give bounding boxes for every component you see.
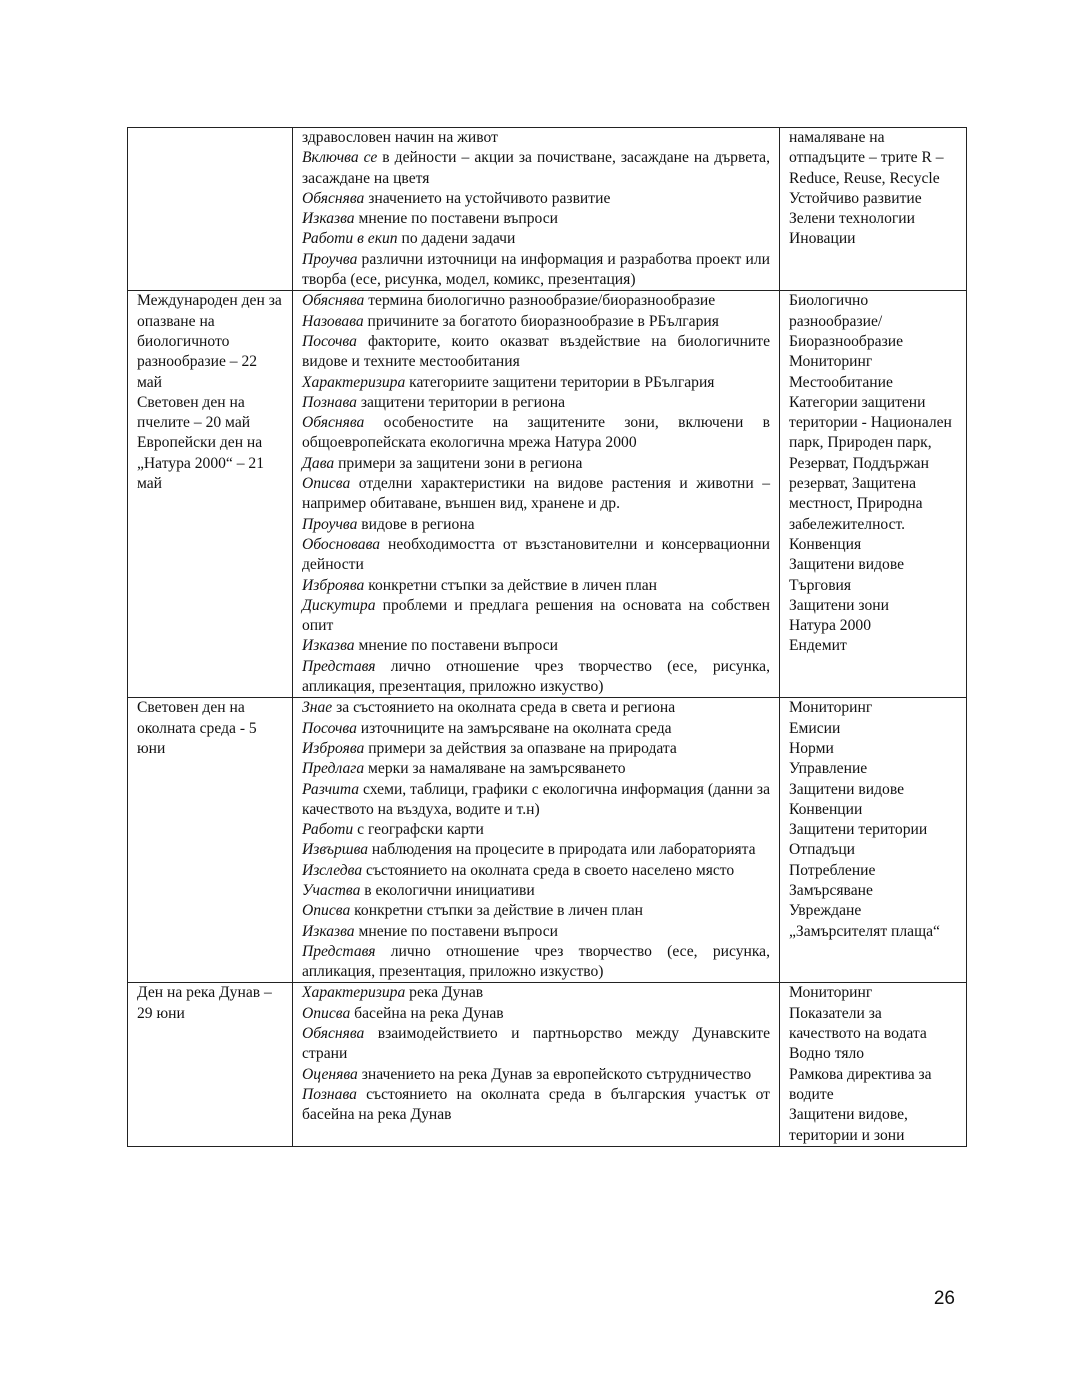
outcome-verb: Познава bbox=[302, 1085, 357, 1103]
concept-line: „Замърсителят плаща“ bbox=[789, 922, 940, 940]
outcome-text: защитени територии в региона bbox=[356, 393, 566, 411]
outcome-verb: Дискутира bbox=[302, 596, 376, 614]
outcome-line bbox=[302, 474, 770, 515]
concept-line: Иновации bbox=[789, 230, 856, 248]
outcome-verb: Характеризира bbox=[302, 984, 406, 1002]
outcome-text: по дадени задачи bbox=[397, 230, 516, 248]
outcome-text: състоянието на околната среда в българския участък от басейна на река Дунав bbox=[302, 1085, 770, 1124]
outcome-text: взаимодействието и партньорство между Дунавските страни bbox=[302, 1025, 770, 1063]
outcome-line bbox=[302, 780, 770, 821]
outcome-text: конкретни стъпки за действие в личен план bbox=[350, 902, 643, 920]
outcome-verb: Изказва bbox=[302, 922, 355, 940]
outcome-text: в екологични инициативи bbox=[360, 881, 535, 899]
outcome-verb: Проучва bbox=[302, 515, 358, 533]
concept-line: Защитени зони bbox=[789, 596, 889, 614]
outcome-line bbox=[302, 922, 770, 942]
outcome-verb: Посочва bbox=[302, 719, 357, 737]
outcome-verb: Обосновава bbox=[302, 535, 381, 553]
outcome-line bbox=[302, 148, 770, 189]
outcome-line bbox=[302, 576, 770, 596]
outcome-line bbox=[302, 698, 770, 718]
topic-line: Световен ден на пчелите – 20 май bbox=[137, 393, 251, 432]
table-row bbox=[128, 128, 967, 291]
outcome-line bbox=[302, 861, 770, 881]
outcome-verb: Познава bbox=[302, 393, 357, 411]
concept-line: Отпадъци bbox=[789, 841, 856, 859]
outcome-line bbox=[302, 454, 770, 474]
concept-line: Категории защитени територии - Национален парк, Природен парк, Резерват, Поддържан резерват, Защитена местност, Природна забележителност. bbox=[789, 393, 952, 533]
outcome-verb: Изброява bbox=[302, 576, 365, 594]
table-body bbox=[128, 128, 967, 1147]
outcome-text: наблюдения на процесите в природата или лабораторията bbox=[368, 841, 756, 859]
concept-line: Рамкова директива за водите bbox=[789, 1065, 932, 1103]
concept-line: намаляване на отпадъците – трите R – Reduce, Reuse, Recycle bbox=[789, 129, 944, 187]
outcome-line bbox=[302, 636, 770, 656]
concept-line: Показатели за качеството на водата bbox=[789, 1004, 927, 1043]
concept-line: Мониторинг bbox=[789, 984, 873, 1002]
outcomes-cell bbox=[293, 983, 780, 1146]
outcome-verb: Изказва bbox=[302, 637, 355, 655]
outcome-text: особеностите на защитените зони, включени в общоевропейската екологична мрежа Натура 2000 bbox=[302, 414, 770, 452]
outcome-line bbox=[302, 515, 770, 535]
outcome-line bbox=[302, 901, 770, 921]
outcome-line bbox=[302, 535, 770, 576]
outcome-text: река Дунав bbox=[405, 984, 484, 1002]
outcome-text: източниците на замърсяване на околната среда bbox=[356, 719, 672, 737]
outcome-line bbox=[302, 820, 770, 840]
concept-line: Увреждане bbox=[789, 902, 862, 920]
outcome-text: конкретни стъпки за действие в личен план bbox=[364, 576, 658, 594]
outcome-text: факторите, които оказват въздействие на биологичните видове и техните местообитания bbox=[302, 332, 770, 371]
outcome-text: за състоянието на околната среда в света и региона bbox=[332, 699, 676, 717]
outcome-line bbox=[302, 413, 770, 454]
outcome-verb: Обяснява bbox=[302, 1025, 365, 1043]
concept-line: Защитени видове, територии и зони bbox=[789, 1106, 908, 1144]
outcome-text: схеми, таблици, графики с екологична информация (данни за качеството на въздуха, водите и т.н) bbox=[302, 780, 770, 818]
table-row bbox=[128, 983, 967, 1146]
outcome-text: примери за действия за опазване на природата bbox=[364, 739, 677, 757]
outcome-text: значението на устойчивото развитие bbox=[364, 189, 611, 207]
outcome-text: с географски карти bbox=[353, 821, 484, 839]
outcome-text: мнение по поставени въпроси bbox=[354, 637, 558, 655]
outcome-line bbox=[302, 657, 770, 698]
outcome-verb: Назовава bbox=[302, 312, 364, 330]
concept-line: Зелени технологии bbox=[789, 210, 915, 228]
concept-line: Търговия bbox=[789, 576, 852, 594]
concept-line: Управление bbox=[789, 760, 868, 778]
topic-line: Европейски ден на „Натура 2000“ – 21 май bbox=[137, 434, 265, 493]
outcome-verb: Извършва bbox=[302, 841, 369, 859]
page-number: 26 bbox=[933, 1288, 955, 1309]
outcome-verb: Обяснява bbox=[302, 292, 365, 310]
outcome-verb: Описва bbox=[302, 475, 351, 493]
outcome-line bbox=[302, 128, 770, 148]
outcome-line bbox=[302, 373, 770, 393]
outcome-verb: Разчита bbox=[302, 780, 360, 798]
outcome-verb: Описва bbox=[302, 902, 351, 920]
outcome-verb: Описва bbox=[302, 1004, 351, 1022]
outcome-verb: Обяснява bbox=[302, 414, 365, 432]
concept-line: Водно тяло bbox=[789, 1045, 865, 1063]
topic-cell bbox=[128, 698, 293, 983]
outcome-verb: Дава bbox=[302, 454, 335, 472]
outcome-verb: Изброява bbox=[302, 739, 365, 757]
concept-line: Защитени видове bbox=[789, 780, 905, 798]
concept-line: Местообитание bbox=[789, 373, 893, 391]
concept-line: Устойчиво развитие bbox=[789, 189, 922, 207]
outcome-line bbox=[302, 209, 770, 229]
concept-line: Мониторинг bbox=[789, 699, 873, 717]
outcome-verb: Проучва bbox=[302, 250, 358, 268]
curriculum-table bbox=[127, 127, 967, 1147]
concept-line: Мониторинг bbox=[789, 353, 873, 371]
topic-cell bbox=[128, 128, 293, 291]
concept-line: Замърсяване bbox=[789, 881, 873, 899]
outcome-verb: Обяснява bbox=[302, 189, 365, 207]
outcome-line bbox=[302, 189, 770, 209]
outcome-line bbox=[302, 983, 770, 1003]
table-row bbox=[128, 291, 967, 698]
outcome-verb: Знае bbox=[302, 699, 333, 717]
outcome-text: лично отношение чрез творчество (есе, рисунка, апликация, презентация, приложно изкуство) bbox=[302, 942, 770, 981]
concept-line: Ендемит bbox=[789, 637, 847, 655]
outcome-verb: Предлага bbox=[302, 760, 365, 778]
outcomes-cell bbox=[293, 128, 780, 291]
outcome-text: необходимостта от възстановителни и консервационни дейности bbox=[302, 535, 770, 574]
concept-line: Защитени видове bbox=[789, 556, 905, 574]
outcome-line bbox=[302, 1085, 770, 1126]
outcome-line bbox=[302, 739, 770, 759]
outcome-line bbox=[302, 719, 770, 739]
outcome-verb: Работи в екип bbox=[302, 230, 398, 248]
concept-line: Натура 2000 bbox=[789, 617, 871, 635]
outcome-verb: Посочва bbox=[302, 332, 357, 350]
concept-line: Потребление bbox=[789, 861, 876, 879]
outcome-line bbox=[302, 229, 770, 249]
concept-line: Защитени територии bbox=[789, 821, 928, 839]
concept-line: Норми bbox=[789, 739, 834, 757]
outcome-text: състоянието на околната среда в своето населено място bbox=[362, 861, 735, 879]
topic-cell bbox=[128, 983, 293, 1146]
outcome-text: проблеми и предлага решения на основата на собствен опит bbox=[302, 596, 770, 635]
outcome-text: примери за защитени зони в региона bbox=[334, 454, 583, 472]
concept-line: Конвенция bbox=[789, 535, 862, 553]
concept-line: Биологично разнообразие/ Биоразнообразие bbox=[789, 292, 903, 350]
outcomes-cell bbox=[293, 291, 780, 698]
outcome-line bbox=[302, 942, 770, 983]
outcome-verb: Оценява bbox=[302, 1065, 358, 1083]
outcome-verb: Характеризира bbox=[302, 373, 406, 391]
outcome-line bbox=[302, 759, 770, 779]
outcome-line bbox=[302, 291, 770, 311]
topic-line: Ден на река Дунав – 29 юни bbox=[137, 984, 272, 1022]
concepts-cell bbox=[780, 128, 967, 291]
outcome-verb: Представя bbox=[302, 657, 376, 675]
concept-line: Конвенции bbox=[789, 800, 863, 818]
outcome-verb: Работи bbox=[302, 821, 354, 839]
concept-line: Емисии bbox=[789, 719, 841, 737]
outcome-text: категориите защитени територии в РБългария bbox=[405, 373, 715, 391]
outcome-line bbox=[302, 250, 770, 291]
outcome-text: термина биологично разнообразие/биоразнообразие bbox=[364, 292, 716, 310]
outcome-line bbox=[302, 332, 770, 373]
outcome-text: различни източници на информация и разработва проект или творба (есе, рисунка, модел, комикс, презентация) bbox=[302, 250, 770, 289]
outcome-line bbox=[302, 840, 770, 860]
outcome-line bbox=[302, 881, 770, 901]
outcomes-cell bbox=[293, 698, 780, 983]
outcome-text: здравословен начин на живот bbox=[302, 129, 498, 146]
outcome-text: в дейности – акции за почистване, засаждане на дървета, засаждане на цветя bbox=[302, 149, 770, 187]
topic-line: Международен ден за опазване на биологичното разнообразие – 22 май bbox=[137, 292, 282, 391]
outcome-text: причините за богатото биоразнообразие в РБългария bbox=[363, 312, 719, 330]
outcome-text: лично отношение чрез творчество (есе, рисунка, апликация, презентация, приложно изкуство) bbox=[302, 657, 770, 696]
table-row bbox=[128, 698, 967, 983]
outcome-verb: Представя bbox=[302, 942, 376, 960]
concepts-cell bbox=[780, 698, 967, 983]
outcome-line bbox=[302, 1065, 770, 1085]
outcome-line bbox=[302, 1024, 770, 1065]
outcome-line bbox=[302, 596, 770, 637]
outcome-line bbox=[302, 393, 770, 413]
topic-cell bbox=[128, 291, 293, 698]
outcome-line bbox=[302, 312, 770, 332]
outcome-verb: Изказва bbox=[302, 210, 355, 228]
outcome-text: мнение по поставени въпроси bbox=[354, 210, 558, 228]
concepts-cell bbox=[780, 983, 967, 1146]
outcome-text: видове в региона bbox=[357, 515, 475, 533]
concepts-cell bbox=[780, 291, 967, 698]
outcome-line bbox=[302, 1004, 770, 1024]
outcome-text: мерки за намаляване на замърсяването bbox=[364, 760, 626, 778]
outcome-text: басейна на река Дунав bbox=[350, 1004, 504, 1022]
outcome-text: мнение по поставени въпроси bbox=[354, 922, 558, 940]
outcome-text: отделни характеристики на видове растения и животни – например обитаване, външен вид, хранене и др. bbox=[302, 475, 770, 513]
topic-line: Световен ден на околната среда - 5 юни bbox=[137, 699, 257, 757]
outcome-verb: Участва bbox=[302, 881, 361, 899]
outcome-verb: Включва се bbox=[302, 149, 378, 167]
outcome-verb: Изследва bbox=[302, 861, 363, 879]
outcome-text: значението на река Дунав за европейското сътрудничество bbox=[357, 1065, 752, 1083]
